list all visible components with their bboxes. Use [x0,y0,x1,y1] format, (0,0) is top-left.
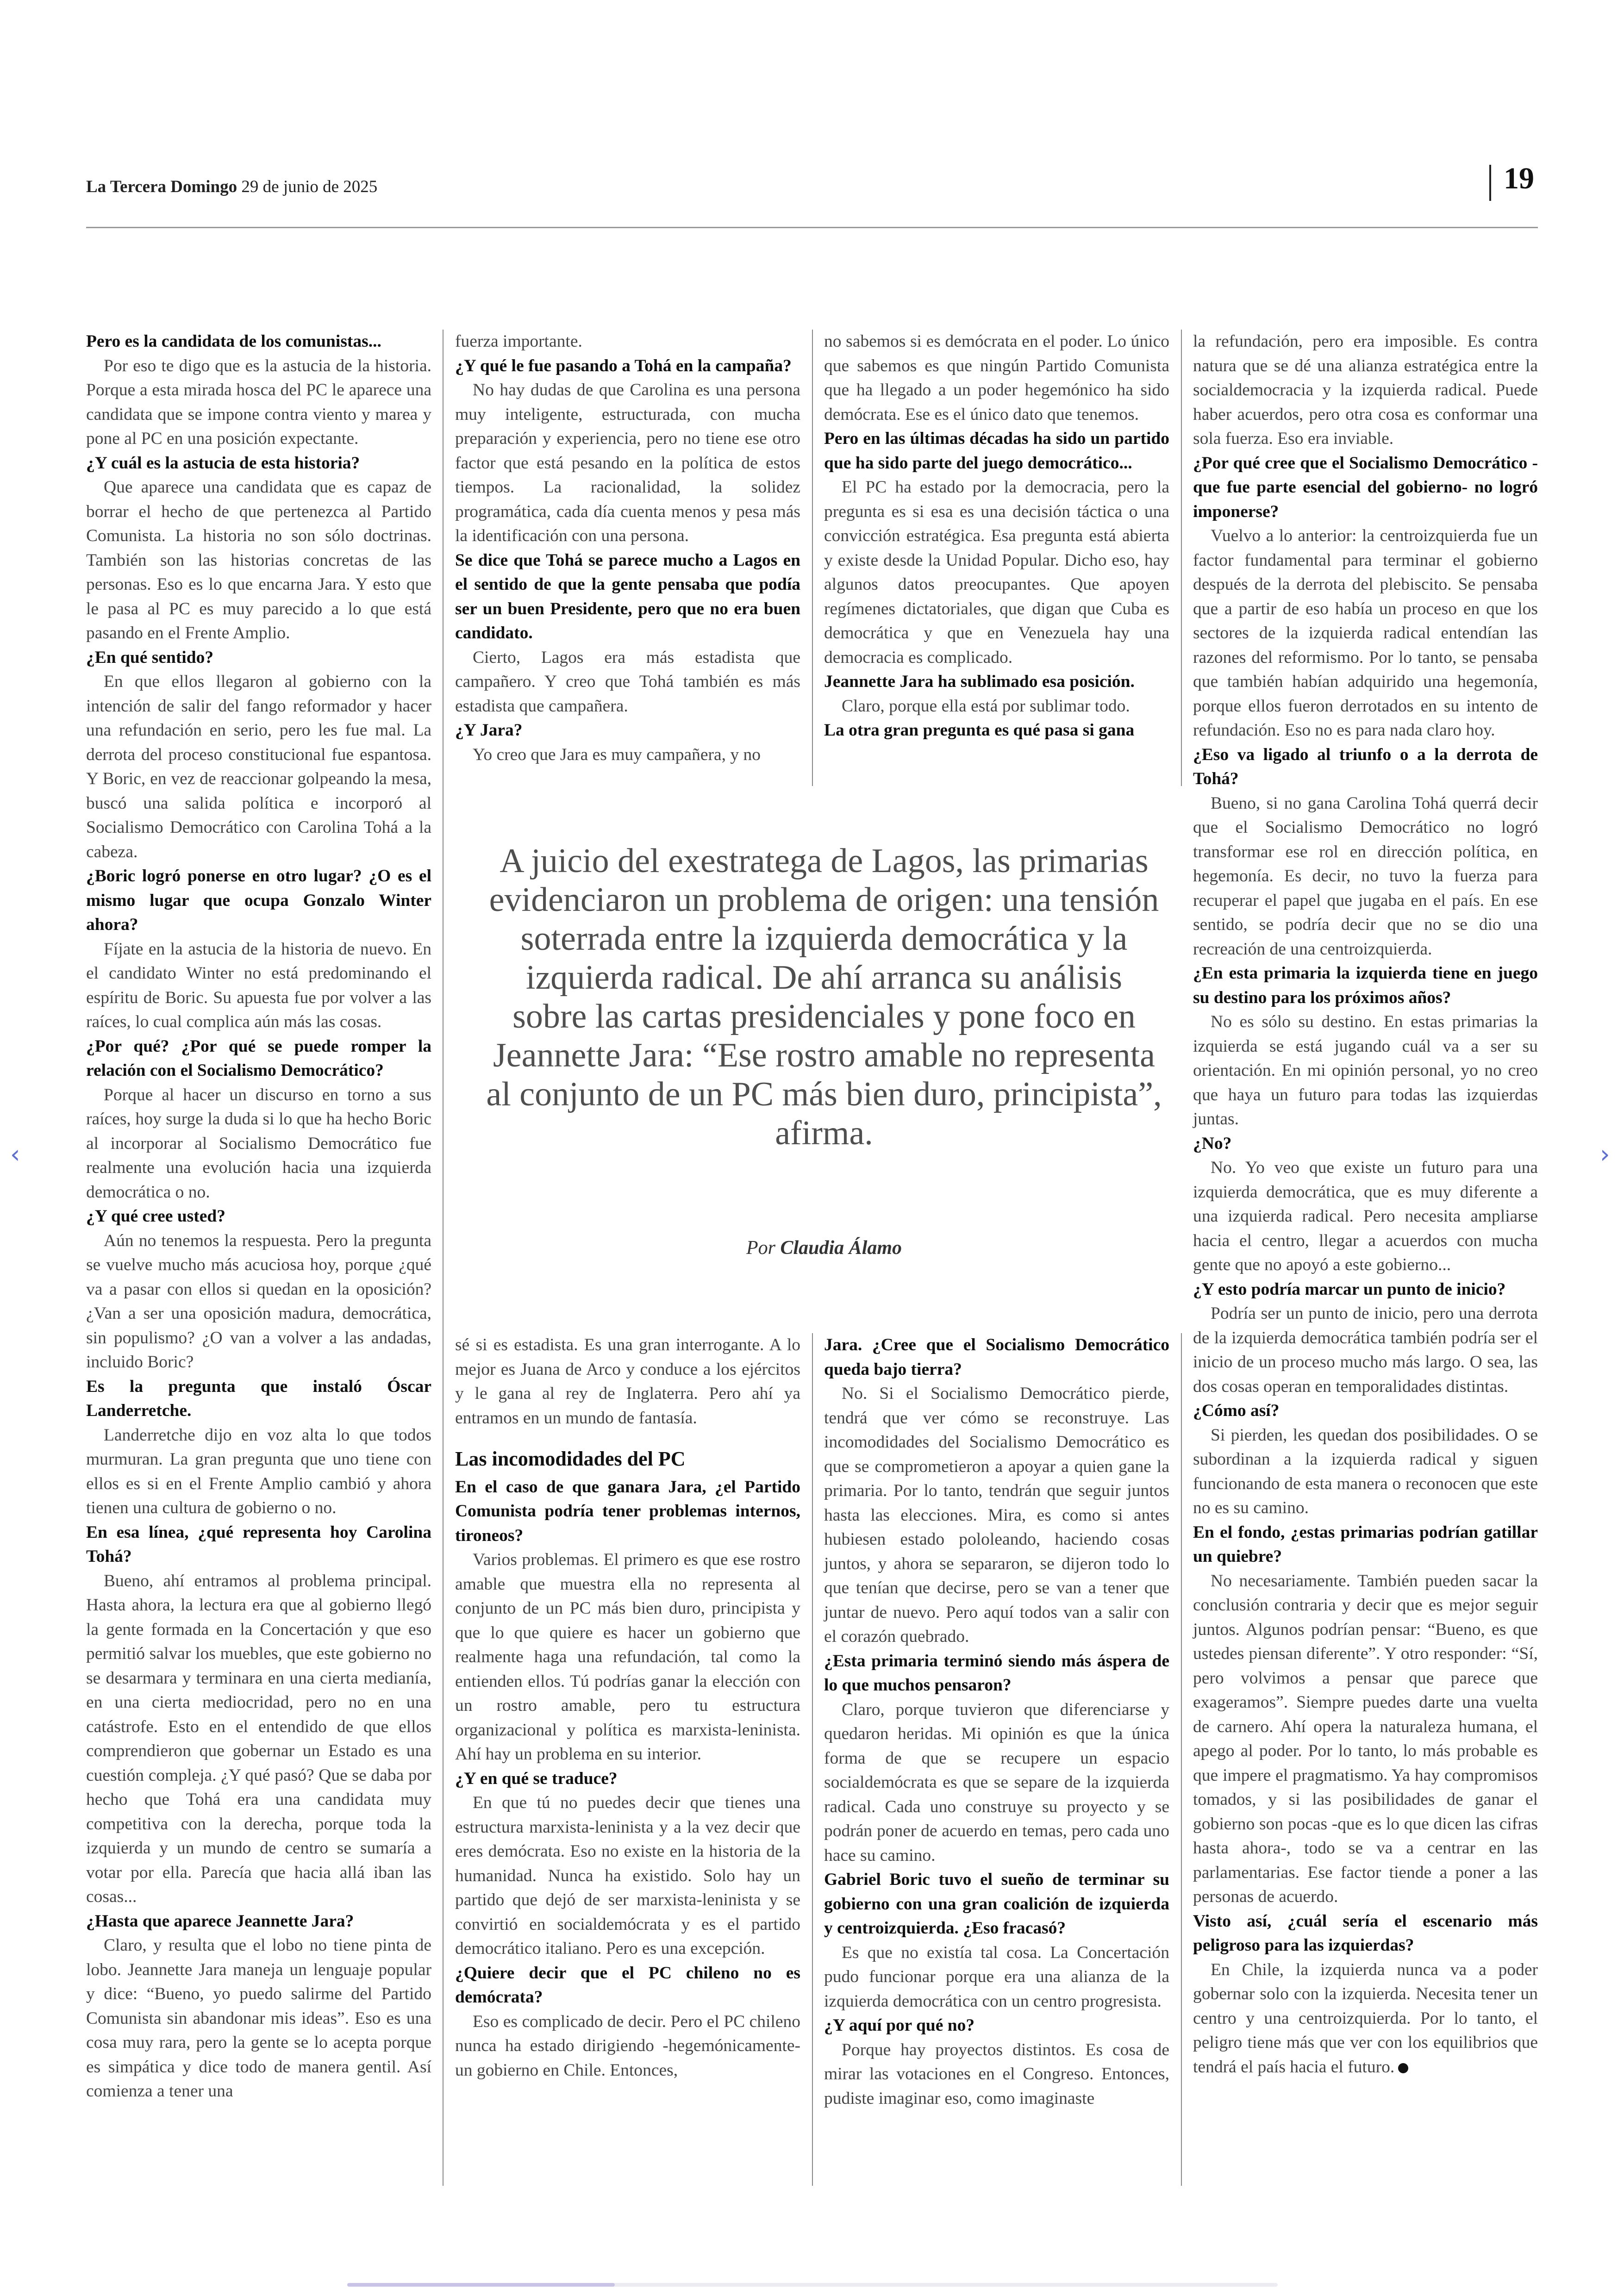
interview-answer: No hay dudas de que Carolina es una persona muy inteligente, estructurada, con mucha preparación y experiencia, pero no tiene ese otro factor que está pesando en la política de estos tiempos. La racionalidad, la solidez programática, cada día cuenta menos y pesa más la identificación con una persona. [455,380,800,545]
byline-author: Claudia Álamo [780,1237,902,1259]
publication-date: 29 de junio de 2025 [241,177,378,196]
interview-answer: Claro, y resulta que el lobo no tiene pinta de lobo. Jeannette Jara maneja un lenguaje popular y dice: “Bueno, yo puedo salirme del Partido Comunista sin abandonar mis ideas”. Eso es una cosa muy rara, pero la gente se lo acepta porque es simpática y dice todo de manera gentil. Así comienza a tener una [86,1936,431,2101]
continued-text: no sabemos si es demócrata en el poder. Lo único que sabemos es que ningún Partido Comunista que ha llegado a un poder hegemónico ha sido demócrata. Ese es el único dato que tenemos. [824,332,1169,424]
page-number-divider [1489,165,1491,201]
interview-answer: Landerretche dijo en voz alta lo que todos murmuran. La gran pregunta que uno tiene con ellos es si en el Frente Amplio cambió y ahora tienen una cultura de gobierno o no. [86,1425,431,1517]
interview-question: ¿Y Jara? [455,721,523,740]
interview-question: Pero es la candidata de los comunistas... [86,332,381,351]
interview-answer: Si pierden, les quedan dos posibilidades. O se subordinan a la izquierda radical y siguen funcionando de esta manera o reconocen que este no es su camino. [1193,1425,1538,1517]
interview-question: ¿En qué sentido? [86,648,214,667]
interview-question: ¿Y qué le fue pasando a Tohá en la campaña? [455,356,792,375]
interview-question: ¿Eso va ligado al triunfo o a la derrota de Tohá? [1193,745,1538,788]
interview-answer: Podría ser un punto de inicio, pero una derrota de la izquierda democrática también podría ser el inicio de un proceso mucho más largo. O sea, las dos cosas operan en temporalidades distintas. [1193,1304,1538,1396]
interview-answer: No. Yo veo que existe un futuro para una izquierda democrática, que es muy diferente a una izquierda radical. Pero necesita ampliarse hacia el centro, llegar a acuerdos con mucha gente que no apoyó a este gobierno... [1193,1158,1538,1274]
interview-answer: Varios problemas. El primero es que ese rostro amable que muestra ella no representa al conjunto de un PC más bien duro, principista y que lo que quiere es hacer un gobierno que realmente haga una refundación, tal como la entienden ellos. Tú podrías ganar la elección con un rostro amable, pero tu estructura organizacional y política es marxista-leninista. Ahí hay un problema en su interior. [455,1550,800,1764]
interview-answer: Porque al hacer un discurso en torno a sus raíces, hoy surge la duda si lo que ha hecho Boric al incorporar al Socialismo Democrático fue realmente una evolución hacia una izquierda democrática o no. [86,1085,431,1202]
interview-answer: Aún no tenemos la respuesta. Pero la pregunta se vuelve mucho más acuciosa hoy, porque ¿qué va a pasar con ellos si quedan en la oposición? ¿Van a ser una oposición madura, democrática, sin populismo? ¿O van a volver a las andadas, incluido Boric? [86,1231,431,1372]
interview-answer: Cierto, Lagos era más estadista que campañero. Y creo que Tohá también es más estadista que campañera. [455,648,800,716]
byline-prefix: Por [746,1237,775,1259]
interview-answer: En Chile, la izquierda nunca va a poder gobernar solo con la izquierda. Necesita tener un centro y una centroizquierda. Por lo tanto, el peligro tiene más que ver con los equilibrios que tendrá el país hacia el futuro. [1193,1960,1538,2077]
interview-question: ¿Esta primaria terminó siendo más áspera de lo que muchos pensaron? [824,1651,1169,1695]
header-rule [86,227,1538,228]
interview-question: ¿Y qué cree usted? [86,1207,226,1226]
continued-text: fuerza importante. [455,332,582,351]
interview-question: ¿Y cuál es la astucia de esta historia? [86,453,360,473]
article-column-2-bottom [455,1333,800,2083]
interview-answer: No es sólo su destino. En estas primarias la izquierda se está jugando cuál va a ser su orientación. En mi opinión personal, yo no creo que haya un futuro para todas las izquierdas juntas. [1193,1012,1538,1129]
interview-question: En el fondo, ¿estas primarias podrían gatillar un quiebre? [1193,1522,1538,1566]
article-column-1 [86,330,431,2104]
interview-question: Visto así, ¿cuál sería el escenario más peligroso para las izquierdas? [1193,1911,1538,1955]
interview-answer: Vuelvo a lo anterior: la centroizquierda fue un factor fundamental para terminar el gobierno después de la derrota del plebiscito. Se pensaba que a partir de eso había un proceso en que los sectores de la izquierda radical entendían las razones del reformismo. Por lo tanto, se pensaba que también habían adquirido una hegemonía, porque ellos fueron derrotados en su intento de refundación. Eso no es para nada claro hoy. [1193,526,1538,740]
horizontal-scrollbar-thumb[interactable] [347,2283,615,2287]
interview-answer: Yo creo que Jara es muy campañera, y no [473,745,761,764]
interview-question: Se dice que Tohá se parece mucho a Lagos en el sentido de que la gente pensaba que podía ser un buen Presidente, pero que no era buen candidato. [455,550,800,642]
interview-answer: Es que no existía tal cosa. La Concertación pudo funcionar porque era una alianza de la izquierda democrática con un centro progresista. [824,1943,1169,2011]
section-subheading: Las incomodidades del PC [455,1447,686,1470]
interview-answer: Eso es complicado de decir. Pero el PC chileno nunca ha estado dirigiendo -hegemónicamente- un gobierno en Chile. Entonces, [455,2012,800,2080]
chevron-right-icon[interactable]: › [1600,1140,1610,1169]
interview-answer: En que tú no puedes decir que tienes una estructura marxista-leninista y a la vez decir que eres demócrata. Eso no existe en la historia de la humanidad. Nunca ha existido. Solo hay un partido que dejó de ser marxista-leninista y se convirtió en socialdemócrata y es el partido democrático italiano. Pero es una excepción. [455,1793,800,1958]
interview-question: Es la pregunta que instaló Óscar Landerretche. [86,1377,431,1420]
interview-question: ¿Boric logró ponerse en otro lugar? ¿O es el mismo lugar que ocupa Gonzalo Winter ahora? [86,867,431,934]
byline [486,1237,1162,1259]
interview-answer: Bueno, si no gana Carolina Tohá querrá decir que el Socialismo Democrático no logró transformar ese rol en dirección política, en hegemonía. Es decir, no tuvo la fuerza para recuperar el papel que jugaba en el país. En ese sentido, se podría decir que no se dio una recreación de una centroizquierda. [1193,793,1538,959]
article-column-3-top [824,330,1169,743]
interview-answer: Claro, porque ella está por sublimar todo. [842,696,1130,716]
column-rule [812,330,813,786]
column-rule [1181,1333,1182,2186]
column-rule [1181,330,1182,786]
interview-answer: Por eso te digo que es la astucia de la historia. Porque a esta mirada hosca del PC le aparece una candidata que se impone contra viento y marea y pone al PC en una posición expectante. [86,356,431,448]
interview-question: Gabriel Boric tuvo el sueño de terminar su gobierno con una gran coalición de izquierda y centroizquierda. ¿Eso fracasó? [824,1870,1169,1938]
article-lead: A juicio del exestratega de Lagos, las primarias evidenciaron un problema de origen: una tensión soterrada entre la izquierda democrática y la izquierda radical. De ahí arranca su análisis sobre las cartas presidenciales y pone foco en Jeannette Jara: “Ese rostro amable no representa al conjunto de un PC más bien duro, principista”, afirma. [486,842,1162,1152]
article-column-4 [1193,330,1538,2079]
continued-text: sé si es estadista. Es una gran interrogante. A lo mejor es Juana de Arco y conduce a los ejércitos y le gana al rey de Inglaterra. Pero ahí ya entramos en un mundo de fantasía. [455,1335,800,1428]
masthead [86,177,377,197]
interview-question: ¿Y aquí por qué no? [824,2016,975,2035]
interview-question: Jara. ¿Cree que el Socialismo Democrático queda bajo tierra? [824,1335,1169,1379]
interview-question: En el caso de que ganara Jara, ¿el Partido Comunista podría tener problemas internos, tironeos? [455,1477,800,1545]
interview-answer: En que ellos llegaron al gobierno con la intención de salir del fango reformador y hacer una refundación en serio, pero les fue mal. La derrota del proceso constitucional fue espantosa. Y Boric, en vez de reaccionar golpeando la mesa, buscó una salida política e incorporó al Socialismo Democrático con Carolina Tohá a la cabeza. [86,672,431,861]
interview-answer: No necesariamente. También pueden sacar la conclusión contraria y decir que es mejor seguir juntos. Algunos podrían pensar: “Bueno, es que ustedes piensan diferente”. Y otro responder: “Sí, pero volvimos a pensar que parece que exageramos”. Siempre puedes darte una vuelta de carnero. Ahí opera la naturaleza humana, el apego al poder. Por lo tanto, lo más probable es que impere el pragmatismo. Ya hay compromisos tomados, y si las posibilidades de ganar el gobierno son pocas -que es lo que dicen las cifras hasta ahora-, todo se va a centrar en las parlamentarias. Ese factor tiende a poner a las personas de acuerdo. [1193,1571,1538,1906]
interview-question: ¿No? [1193,1134,1232,1153]
page-number: 19 [1504,162,1534,195]
interview-question: ¿Por qué cree que el Socialismo Democrático -que fue parte esencial del gobierno- no logró imponerse? [1193,453,1538,521]
article-column-3-bottom [824,1333,1169,2111]
interview-answer: El PC ha estado por la democracia, pero la pregunta es si esa es una decisión táctica o una convicción estratégica. Esa pregunta está abierta y existe desde la Unidad Popular. Dicho eso, hay algunos datos preocupantes. Que apoyen regímenes dictatoriales, que digan que Cuba es democrática y que en Venezuela hay una democracia es complicado. [824,478,1169,667]
interview-question: ¿Quiere decir que el PC chileno no es demócrata? [455,1963,800,2007]
interview-question: Pero en las últimas décadas ha sido un partido que ha sido parte del juego democrático... [824,429,1169,473]
interview-question: ¿Por qué? ¿Por qué se puede romper la relación con el Socialismo Democrático? [86,1036,431,1080]
continued-text: la refundación, pero era imposible. Es contra natura que se dé una alianza estratégica entre la socialdemocracia y la izquierda radical. Puede haber acuerdos, pero otra cosa es conformar una sola fuerza. Eso era inviable. [1193,332,1538,448]
article-column-2-top [455,330,800,767]
interview-question: Jeannette Jara ha sublimado esa posición. [824,672,1135,691]
interview-question: ¿Y en qué se traduce? [455,1769,618,1788]
interview-answer: Claro, porque tuvieron que diferenciarse y quedaron heridas. Mi opinión es que la única forma de que se recupere un espacio socialdemócrata es que se separe de la izquierda radical. Cada uno construye su proyecto y se podrán poner de acuerdo en temas, pero cada uno hace su camino. [824,1700,1169,1865]
interview-answer: Fíjate en la astucia de la historia de nuevo. En el candidato Winter no está predominando el espíritu de Boric. Su apuesta fue por volver a las raíces, lo cual complica aún más las cosas. [86,939,431,1031]
interview-answer: No. Si el Socialismo Democrático pierde, tendrá que ver cómo se reconstruye. Las incomodidades del Socialismo Democrático es que se comprometieron a apoyar a quien gane la primaria. Por lo tanto, tendrán que seguir juntos hasta las elecciones. Mira, es como si antes hubiesen estado pololeando, haciendo cosas juntos, y ahora se separaron, se dijeron todo lo que tenían que decirse, pero se van a tener que juntar de nuevo. Pero aquí todos van a salir con el corazón quebrado. [824,1384,1169,1646]
interview-answer: Porque hay proyectos distintos. Es cosa de mirar las votaciones en el Congreso. Entonces, pudiste imaginar eso, como imaginaste [824,2040,1169,2108]
publication-name: La Tercera Domingo [86,177,237,196]
interview-answer: Que aparece una candidata que es capaz de borrar el hecho de que pertenezca al Partido Comunista. La historia no son sólo doctrinas. También son las historias concretas de las personas. Eso es lo que encarna Jara. Y esto que le pasa al PC es muy parecido a lo que está pasando en el Frente Amplio. [86,478,431,642]
interview-question: ¿Hasta que aparece Jeannette Jara? [86,1911,354,1931]
chevron-left-icon[interactable]: ‹ [10,1140,20,1169]
interview-question: ¿Cómo así? [1193,1401,1280,1420]
interview-question: En esa línea, ¿qué representa hoy Carolina Tohá? [86,1522,431,1566]
interview-answer: Bueno, ahí entramos al problema principal. Hasta ahora, la lectura era que al gobierno llegó la gente formada en la Concertación y que eso permitió salvar los muebles, que este gobierno no se desarmara y terminara en una cierta medianía, en una cierta mediocridad, pero no en una catástrofe. Esto en el entendido de que ellos comprendieron que gobernar un Estado es una cuestión compleja. ¿Y qué pasó? Que se daba por hecho que Tohá era una candidata muy competitiva con la derecha, porque toda la izquierda y un mundo de centro se sumaría a votar por ella. Parecía que hacia allá iban las cosas... [86,1571,431,1906]
interview-question: La otra gran pregunta es qué pasa si gana [824,721,1135,740]
interview-question: ¿En esta primaria la izquierda tiene en juego su destino para los próximos años? [1193,964,1538,1007]
end-of-article-icon [1398,2063,1408,2073]
interview-question: ¿Y esto podría marcar un punto de inicio? [1193,1279,1506,1299]
column-rule [812,1333,813,2186]
